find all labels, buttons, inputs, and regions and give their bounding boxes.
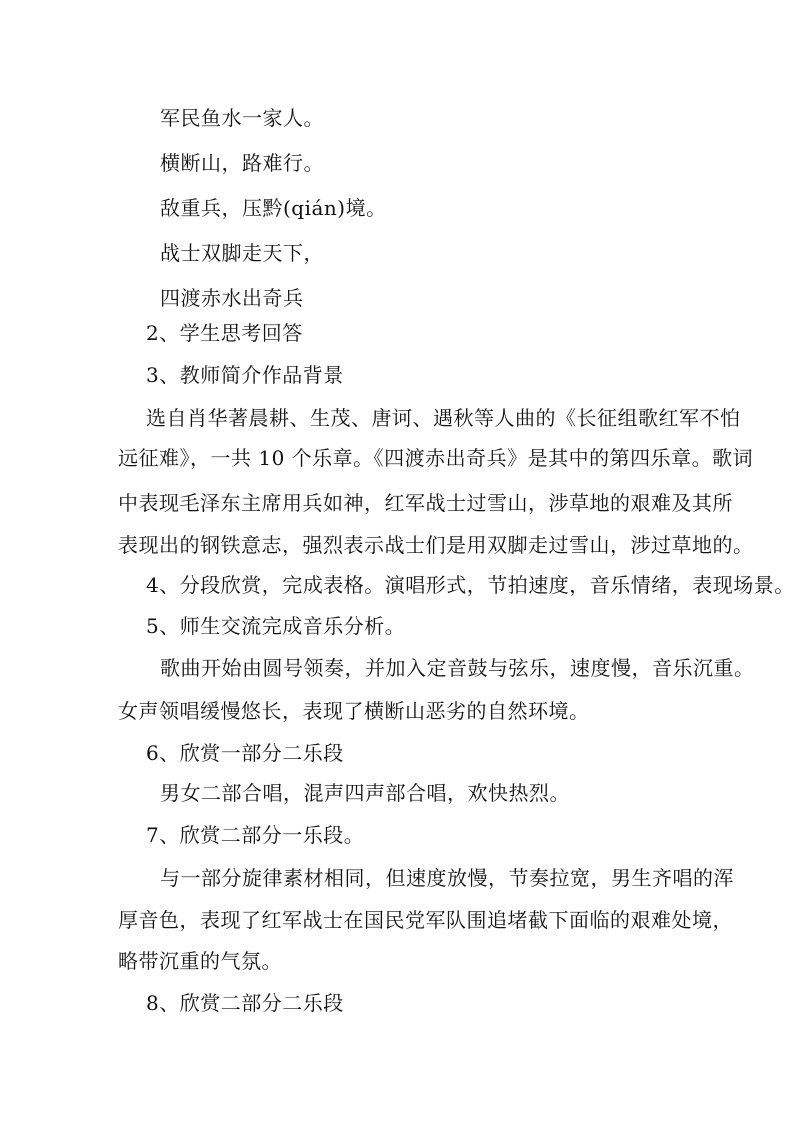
step-heading: 7、欣赏二部分一乐段。 (146, 823, 365, 847)
paragraph-line: 女声领唱缓慢悠长，表现了横断山恶劣的自然环境。 (118, 699, 590, 723)
paragraph-line: 表现出的钢铁意志，强烈表示战士们是用双脚走过雪山，涉过草地的。 (118, 533, 754, 557)
paragraph-line: 中表现毛泽东主席用兵如神，红军战士过雪山，涉草地的艰难及其所 (118, 491, 733, 515)
step-heading: 3、教师简介作品背景 (146, 363, 344, 387)
poem-line: 军民鱼水一家人。 (160, 106, 324, 130)
step-heading: 4、分段欣赏，完成表格。演唱形式，节拍速度，音乐情绪，表现场景。 (146, 573, 795, 597)
step-heading: 5、师生交流完成音乐分析。 (146, 614, 406, 638)
paragraph-line: 远征难》，一共 10 个乐章。《四渡赤出奇兵》是其中的第四乐章。歌词 (118, 446, 754, 470)
poem-line: 敌重兵，压黔(qián)境。 (160, 196, 387, 220)
paragraph-line: 与一部分旋律素材相同，但速度放慢，节奏拉宽，男生齐唱的浑 (160, 866, 734, 890)
poem-line: 四渡赤水出奇兵 (160, 286, 304, 310)
paragraph-line: 略带沉重的气氛。 (118, 949, 282, 973)
paragraph-line: 男女二部合唱，混声四声部合唱，欢快热烈。 (160, 781, 570, 805)
step-heading: 8、欣赏二部分二乐段 (146, 991, 344, 1015)
paragraph-line: 歌曲开始由圆号领奏，并加入定音鼓与弦乐，速度慢，音乐沉重。 (160, 656, 755, 680)
paragraph-line: 厚音色，表现了红军战士在国民党军队围追堵截下面临的艰难处境， (118, 908, 733, 932)
paragraph-line: 选自肖华著晨耕、生茂、唐诃、遇秋等人曲的《长征组歌红军不怕 (146, 406, 741, 430)
poem-line: 横断山，路难行。 (160, 151, 324, 175)
poem-line: 战士双脚走天下， (160, 241, 324, 265)
step-heading: 6、欣赏一部分二乐段 (146, 741, 344, 765)
step-heading: 2、学生思考回答 (146, 321, 303, 345)
